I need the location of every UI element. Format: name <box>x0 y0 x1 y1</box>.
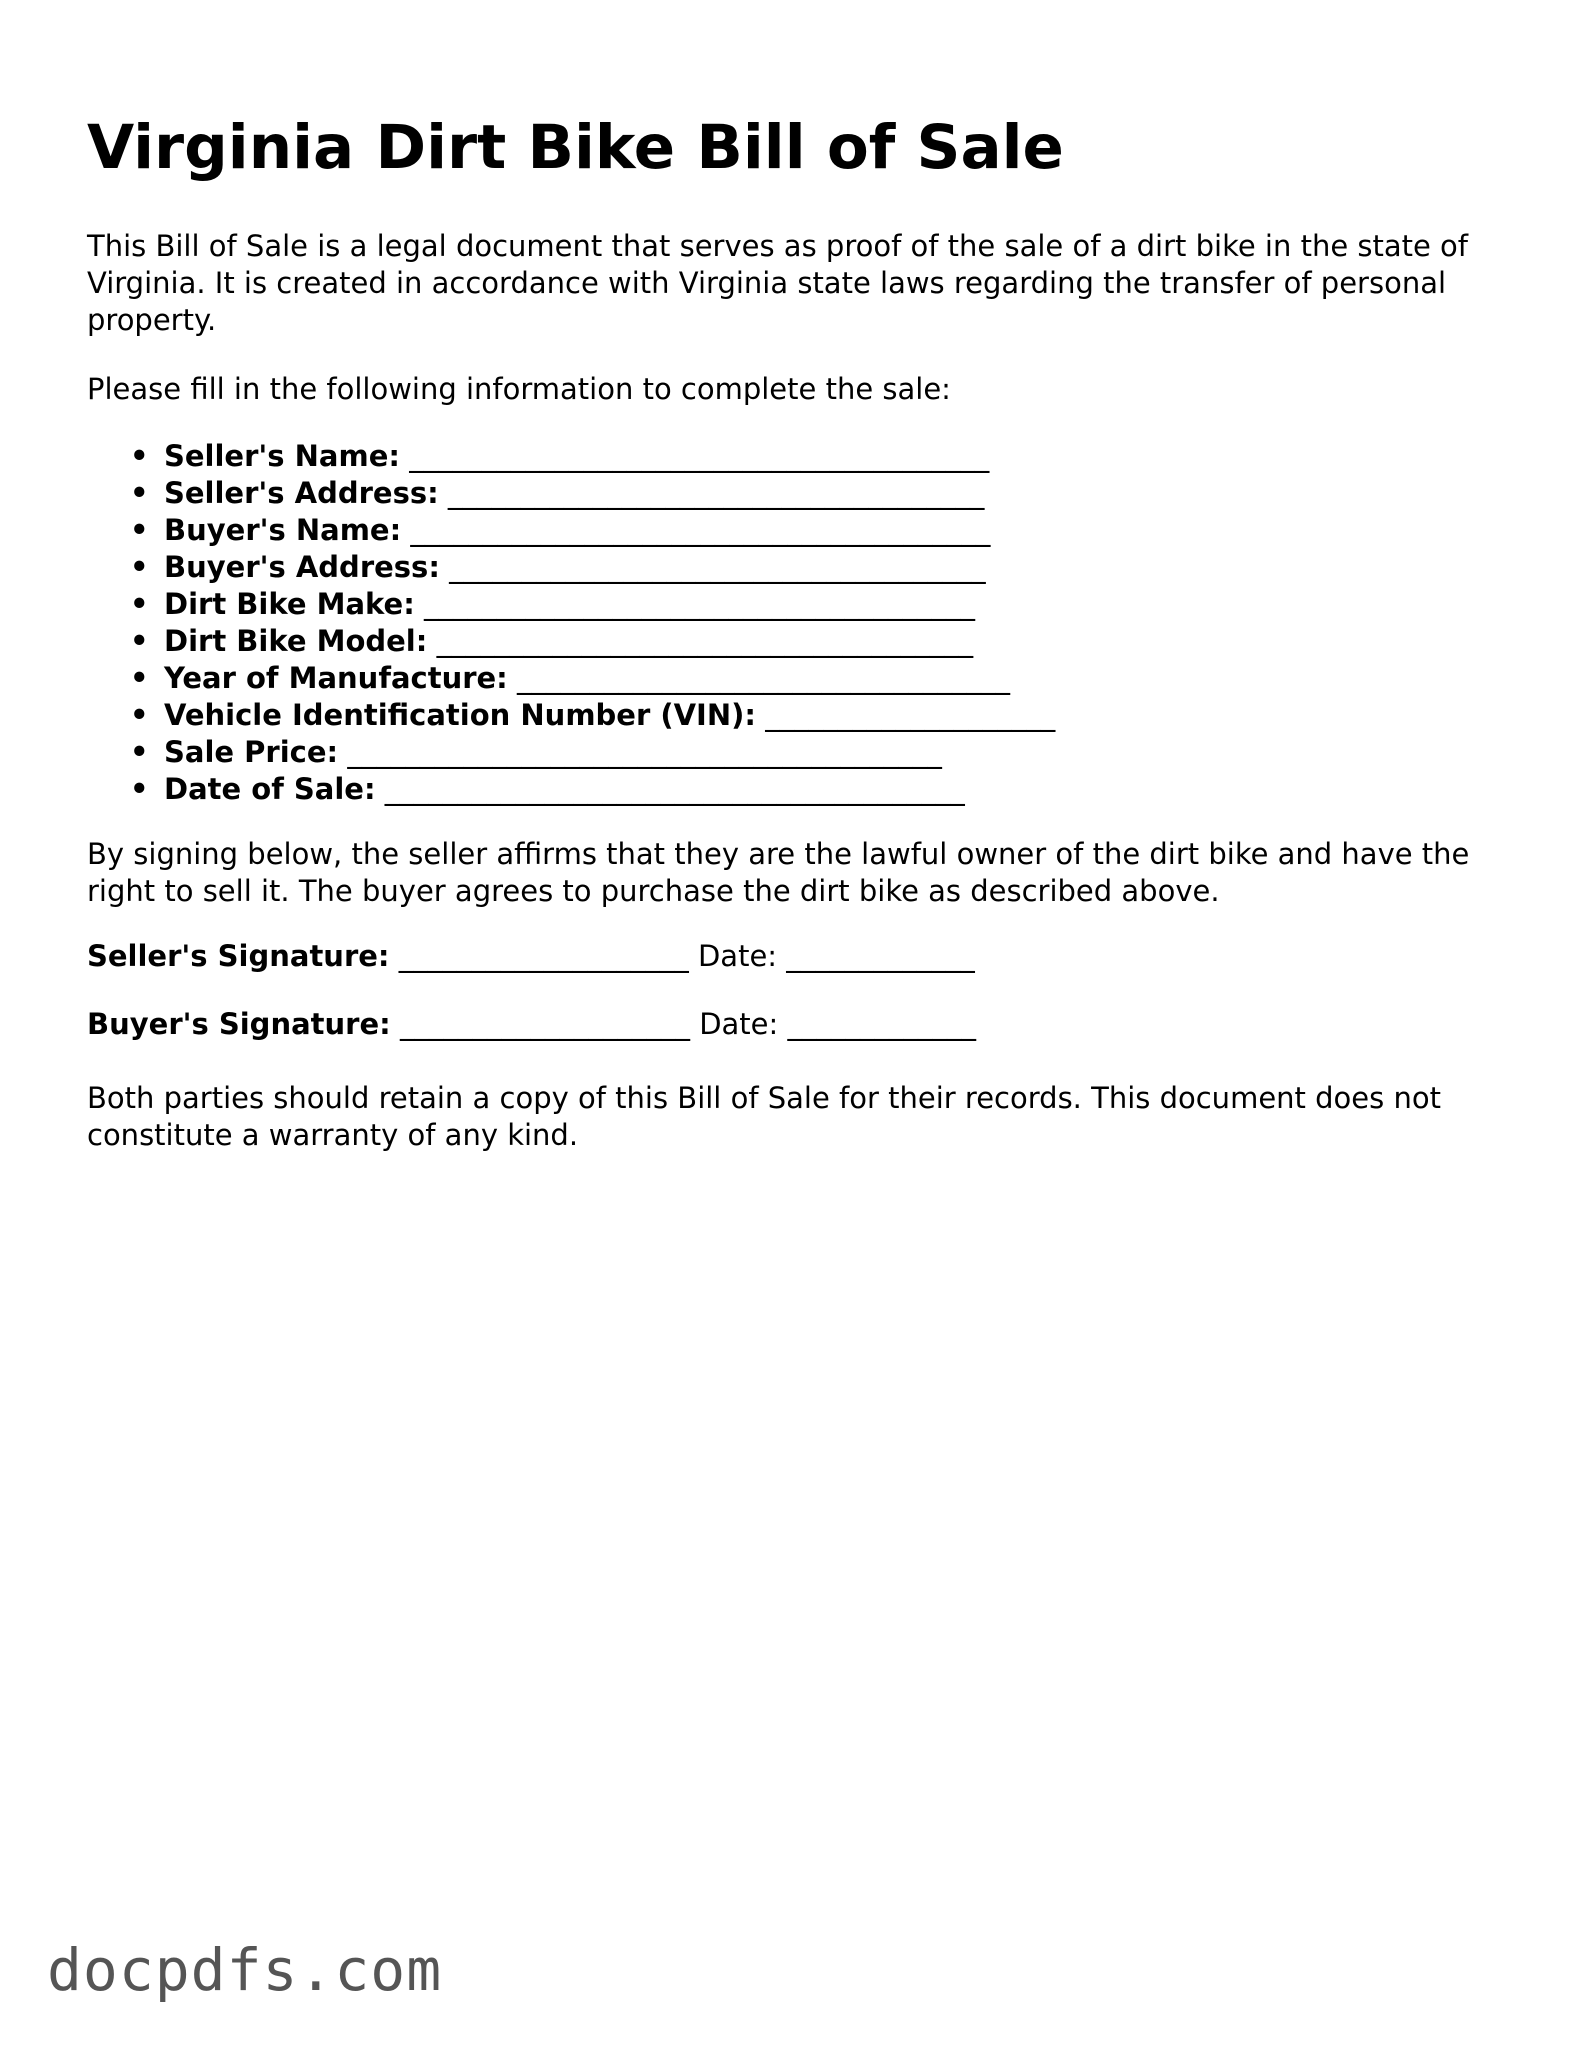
seller-date-label: Date: <box>697 939 778 973</box>
buyer-signature-blank[interactable]: ____________________ <box>399 1007 690 1041</box>
seller-signature-label: Seller's Signature: <box>87 939 390 973</box>
field-label: Vehicle Identification Number (VIN): <box>164 698 756 732</box>
field-blank-line[interactable]: ________________________________________ <box>410 513 991 547</box>
affirmation-paragraph: By signing below, the seller affirms that they are the lawful owner of the dirt bike and have the right to sell it. The buyer agrees to purchase the dirt bike as described above. <box>87 837 1470 908</box>
field-label: Date of Sale: <box>164 772 376 806</box>
field-label: Year of Manufacture: <box>164 661 508 695</box>
field-blank-line[interactable]: _________________________________________ <box>347 735 942 769</box>
field-label: Buyer's Name: <box>164 513 402 547</box>
field-blank-line[interactable]: ________________________________________ <box>409 439 990 473</box>
field-label: Dirt Bike Make: <box>164 587 415 621</box>
field-sale-price <box>87 734 1055 771</box>
document-title: Virginia Dirt Bike Bill of Sale <box>87 112 1064 183</box>
seller-date-blank[interactable]: _____________ <box>786 939 975 973</box>
docpdfs-watermark: docpdfs.com <box>47 1936 443 2004</box>
field-blank-line[interactable]: _____________________________________ <box>436 624 974 658</box>
field-sellers-address <box>87 475 1055 512</box>
field-label: Seller's Name: <box>164 439 400 473</box>
intro-paragraph: This Bill of Sale is a legal document that serves as proof of the sale of a dirt bike in the state of Virginia. It is created in accordance with Virginia state laws regarding the transfer of personal property. <box>87 229 1469 337</box>
field-label: Sale Price: <box>164 735 339 769</box>
closing-paragraph: Both parties should retain a copy of this Bill of Sale for their records. This document does not constitute a warranty of any kind. <box>87 1081 1441 1152</box>
field-year-of-manufacture <box>87 660 1055 697</box>
field-buyers-address <box>87 549 1055 586</box>
field-blank-line[interactable]: ______________________________________ <box>424 587 976 621</box>
field-blank-line[interactable]: __________________________________ <box>517 661 1010 695</box>
field-dirt-bike-make <box>87 586 1055 623</box>
field-label: Seller's Address: <box>164 476 439 510</box>
field-sellers-name <box>87 438 1055 475</box>
buyer-signature-line <box>87 1006 976 1043</box>
field-blank-line[interactable]: _____________________________________ <box>449 550 986 584</box>
field-label: Buyer's Address: <box>164 550 440 584</box>
field-dirt-bike-model <box>87 623 1055 660</box>
seller-signature-blank[interactable]: ____________________ <box>398 939 689 973</box>
instructions-paragraph: Please fill in the following information to complete the sale: <box>87 372 951 406</box>
field-vin <box>87 697 1055 734</box>
field-date-of-sale <box>87 771 1055 808</box>
field-blank-line[interactable]: ________________________________________ <box>384 772 965 806</box>
field-blank-line[interactable]: _____________________________________ <box>447 476 985 510</box>
buyer-signature-label: Buyer's Signature: <box>87 1007 391 1041</box>
field-buyers-name <box>87 512 1055 549</box>
buyer-date-blank[interactable]: _____________ <box>787 1007 976 1041</box>
sale-fields-list <box>87 438 1055 808</box>
field-label: Dirt Bike Model: <box>164 624 428 658</box>
field-blank-line[interactable]: ____________________ <box>765 698 1056 732</box>
buyer-date-label: Date: <box>699 1007 779 1041</box>
seller-signature-line <box>87 938 975 975</box>
